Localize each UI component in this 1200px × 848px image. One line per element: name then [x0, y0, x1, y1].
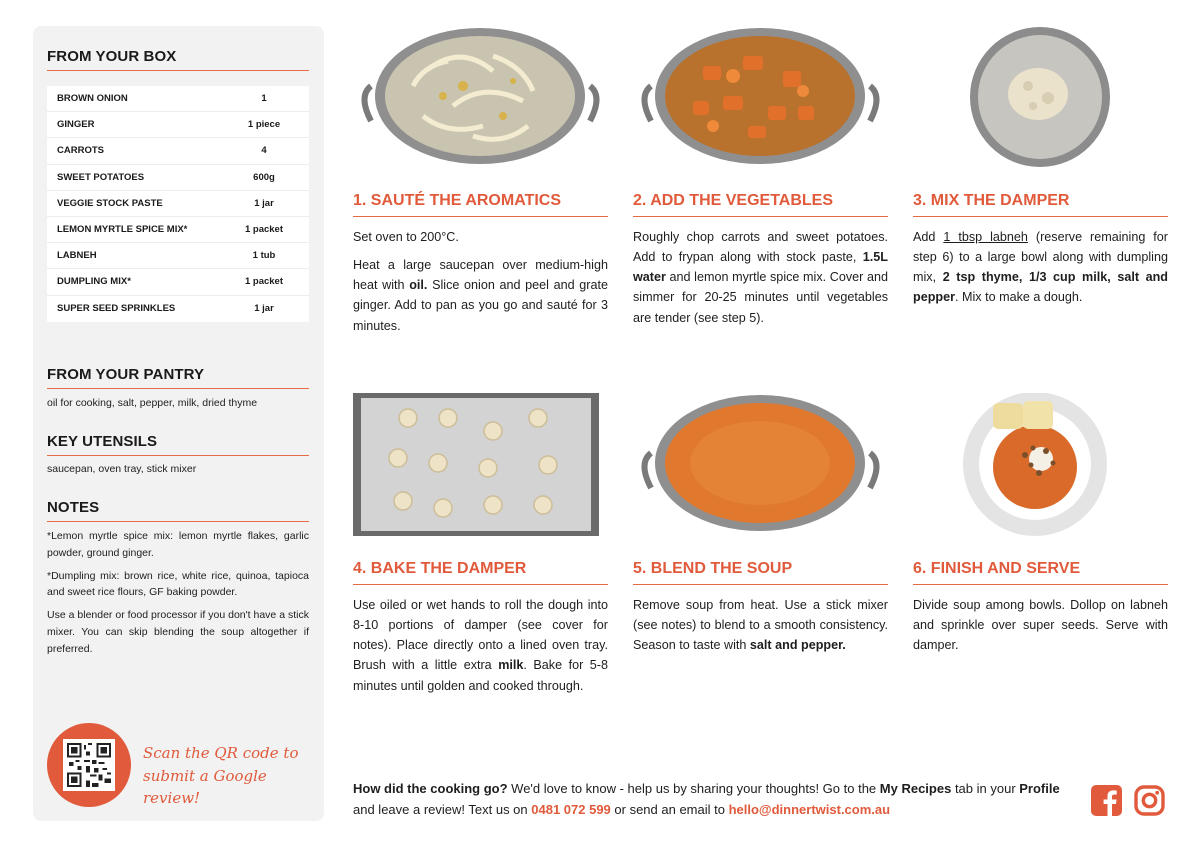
- footer-text-4: or send an email to: [610, 802, 729, 818]
- box-ingredients-table: [47, 86, 309, 322]
- ingredient-qty: 1: [261, 93, 267, 105]
- step-6-body: [913, 595, 1168, 663]
- step-4-title: 4. BAKE THE DAMPER: [353, 560, 608, 585]
- step-6-text: Divide soup among bowls. Dollop on labneh and sprinkle over super seeds. Serve with damper.: [913, 598, 1168, 653]
- step-5-bold-salt: salt and pepper.: [749, 638, 846, 653]
- step-5-title: 5. BLEND THE SOUP: [633, 560, 888, 585]
- step-1-bold-oil: oil.: [409, 278, 428, 293]
- ingredient-name: LEMON MYRTLE SPICE MIX*: [57, 224, 188, 236]
- step-3-underline-labneh: 1 tbsp labneh: [943, 230, 1028, 244]
- ingredient-qty: 1 piece: [247, 119, 281, 131]
- utensils-title: KEY UTENSILS: [47, 433, 309, 456]
- ingredient-row: [47, 191, 309, 217]
- utensils-text: saucepan, oven tray, stick mixer: [47, 463, 197, 475]
- footer-text-1: We'd love to know - help us by sharing your thoughts! Go to the: [507, 781, 880, 796]
- notes-list: [47, 528, 309, 664]
- instagram-icon[interactable]: [1134, 785, 1165, 816]
- ingredient-name: LABNEH: [57, 250, 97, 262]
- from-box-title: FROM YOUR BOX: [47, 48, 309, 71]
- ingredient-qty: 1 packet: [244, 224, 284, 236]
- footer-text-3: and leave a review! Text us on: [353, 802, 532, 818]
- step-1-para-2: [353, 255, 608, 336]
- ingredient-name: BROWN ONION: [57, 93, 128, 105]
- step-3-photo: [913, 26, 1168, 169]
- ingredient-qty: 1 tub: [252, 250, 276, 262]
- footer-profile: Profile: [1019, 781, 1060, 796]
- ingredient-name: VEGGIE STOCK PASTE: [57, 197, 163, 209]
- step-3-bold-thyme: 2 tsp thyme, 1/3 cup milk, salt and pepper: [913, 270, 1168, 305]
- step-1-photo: [353, 26, 608, 169]
- step-3-body: [913, 227, 1168, 316]
- step-2-bold-water: 1.5L water: [633, 250, 888, 285]
- qr-code-icon[interactable]: [63, 739, 115, 791]
- ingredient-row: [47, 296, 309, 322]
- footer-email-link[interactable]: hello@dinnertwist.com.au: [728, 802, 891, 818]
- step-4-bold-milk: milk: [498, 658, 524, 673]
- step-2-text-c: and lemon myrtle spice mix. Cover and simmer for 20-25 minutes until vegetables are tender (see step 5).: [633, 270, 888, 325]
- qr-caption-line-2: submit a Google review!: [143, 766, 267, 807]
- ingredient-name: DUMPLING MIX*: [57, 276, 131, 288]
- step-2-text-a: Roughly chop carrots and sweet potatoes. Add to frypan along with stock paste,: [633, 230, 888, 265]
- sidebar: [33, 26, 324, 821]
- pantry-text: oil for cooking, salt, pepper, milk, dried thyme: [47, 397, 258, 409]
- ingredient-name: CARROTS: [57, 145, 104, 157]
- step-3-title: 3. MIX THE DAMPER: [913, 192, 1168, 217]
- step-3-text-c: (reserve remaining for step 6) to a large bowl along with dumpling mix,: [913, 230, 1168, 285]
- ingredient-row: [47, 138, 309, 164]
- footer-phone-link[interactable]: 0481 072 599: [531, 802, 611, 818]
- step-5-body: [633, 595, 888, 663]
- step-6-title: 6. FINISH AND SERVE: [913, 560, 1168, 585]
- step-2-body: [633, 227, 888, 336]
- notes-title: NOTES: [47, 499, 309, 522]
- ingredient-qty: 1 jar: [254, 303, 274, 315]
- step-4-text-a: Use oiled or wet hands to roll the dough into 8-10 portions of damper (see cover for notes). Place directly onto a lined oven tray. Brush with a little extra: [353, 598, 608, 673]
- ingredient-name: GINGER: [57, 119, 95, 131]
- qr-caption-line-1: Scan the QR code to: [143, 744, 299, 762]
- ingredient-row: [47, 243, 309, 269]
- step-4-body: [353, 595, 608, 704]
- step-3-text-e: . Mix to make a dough.: [955, 290, 1083, 305]
- ingredient-name: SWEET POTATOES: [57, 171, 145, 183]
- step-1-text-c: Slice onion and peel and grate ginger. Add to pan as you go and sauté for 3 minutes.: [353, 278, 608, 333]
- pantry-title: FROM YOUR PANTRY: [47, 366, 309, 389]
- step-1-title: 1. SAUTÉ THE AROMATICS: [353, 192, 608, 217]
- step-2-title: 2. ADD THE VEGETABLES: [633, 192, 888, 217]
- ingredient-qty: 1 packet: [244, 276, 284, 288]
- step-3-text-a: Add: [913, 230, 944, 244]
- ingredient-qty: 1 jar: [254, 197, 274, 209]
- step-4-text-c: . Bake for 5-8 minutes until golden and cooked through.: [353, 658, 608, 693]
- step-1-text-a: Heat a large saucepan over medium-high heat with: [353, 258, 608, 293]
- footer-text-2: tab in your: [951, 781, 1020, 796]
- footer-review-text: [353, 778, 1073, 821]
- facebook-icon[interactable]: [1091, 785, 1122, 816]
- ingredient-row: [47, 269, 309, 295]
- footer-question: How did the cooking go?: [353, 781, 508, 796]
- note-blender: Use a blender or food processor if you don't have a stick mixer. You can skip blending the soup altogether if preferred.: [47, 609, 309, 655]
- ingredient-row: [47, 165, 309, 191]
- ingredient-qty: 4: [261, 145, 267, 157]
- note-dumpling-mix: *Dumpling mix: brown rice, white rice, quinoa, tapioca and sweet rice flours, GF baking powder.: [47, 569, 309, 599]
- step-4-photo: [353, 393, 599, 536]
- step-5-text-a: Remove soup from heat. Use a stick mixer (see notes) to blend to a smooth consistency. Season to taste with: [633, 598, 888, 653]
- qr-badge[interactable]: [47, 723, 131, 807]
- step-1-para-1: Set oven to 200°C.: [353, 230, 459, 244]
- ingredient-row: [47, 217, 309, 243]
- step-2-photo: [633, 26, 888, 169]
- note-spice-mix: *Lemon myrtle spice mix: lemon myrtle flakes, garlic powder, ground ginger.: [47, 530, 309, 559]
- step-1-body: [353, 227, 608, 344]
- qr-caption: [143, 742, 313, 810]
- step-5-photo: [633, 393, 888, 536]
- ingredient-qty: 600g: [253, 171, 275, 183]
- step-6-photo: [913, 393, 1168, 536]
- footer-my-recipes: My Recipes: [879, 781, 952, 796]
- ingredient-name: SUPER SEED SPRINKLES: [57, 303, 176, 315]
- ingredient-row: [47, 86, 309, 112]
- ingredient-row: [47, 112, 309, 138]
